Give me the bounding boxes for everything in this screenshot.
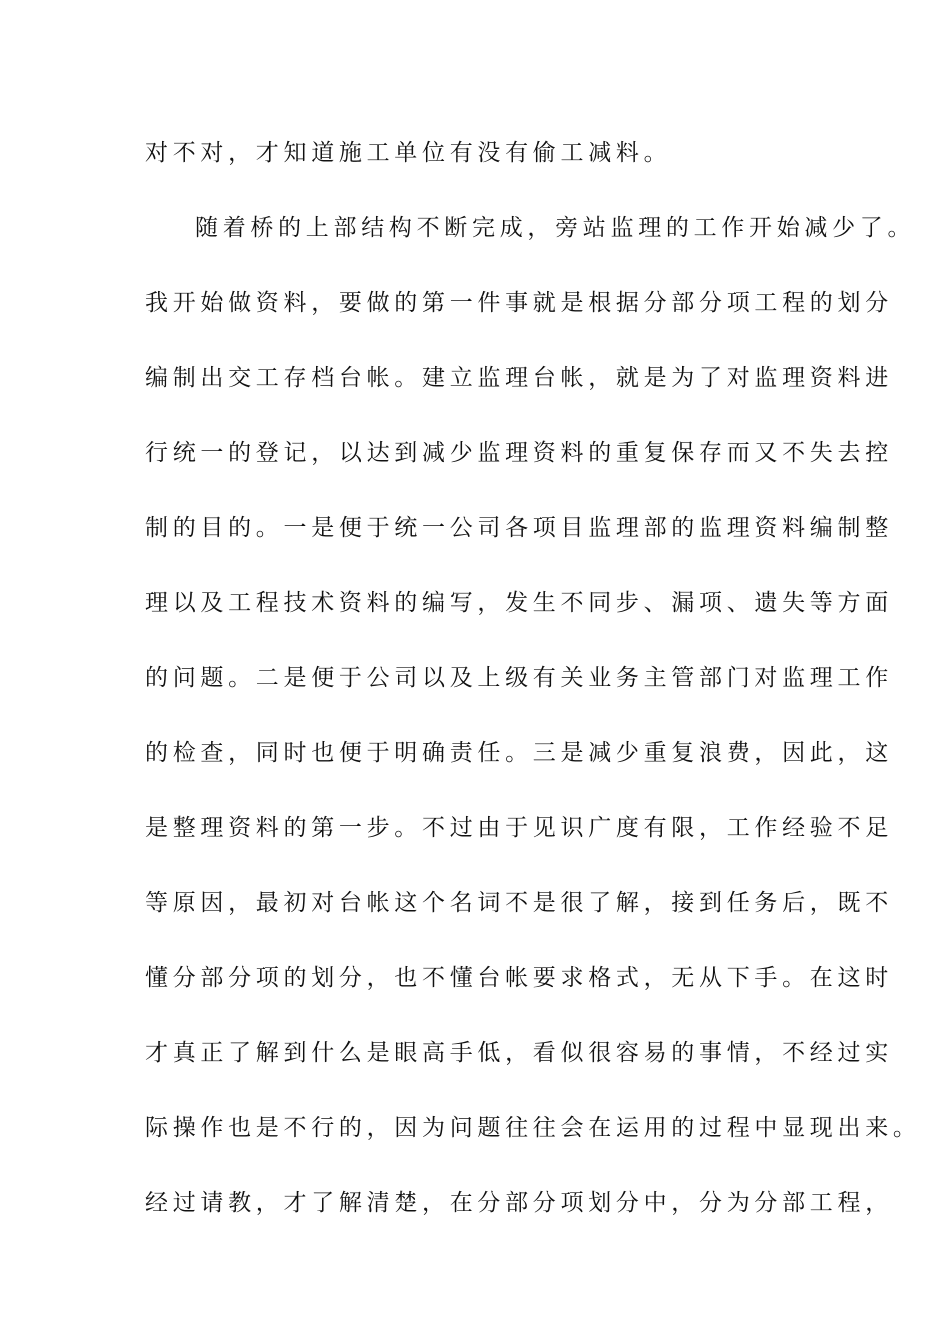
text-line: 懂分部分项的划分，也不懂台帐要求格式，无从下手。在这时 xyxy=(145,965,893,991)
paragraph-start-line: 随着桥的上部结构不断完成，旁站监理的工作开始减少了。 xyxy=(195,215,916,241)
text-line: 制的目的。一是便于统一公司各项目监理部的监理资料编制整 xyxy=(145,515,893,541)
text-line: 才真正了解到什么是眼高手低，看似很容易的事情，不经过实 xyxy=(145,1040,893,1066)
text-line: 行统一的登记，以达到减少监理资料的重复保存而又不失去控 xyxy=(145,440,893,466)
body-text xyxy=(145,131,921,1256)
text-line: 是整理资料的第一步。不过由于见识广度有限，工作经验不足 xyxy=(145,815,893,841)
text-line: 理以及工程技术资料的编写，发生不同步、漏项、遗失等方面 xyxy=(145,590,893,616)
text-line: 经过请教，才了解清楚，在分部分项划分中，分为分部工程， xyxy=(145,1190,893,1216)
text-line: 的问题。二是便于公司以及上级有关业务主管部门对监理工作 xyxy=(145,665,893,691)
text-line: 我开始做资料，要做的第一件事就是根据分部分项工程的划分 xyxy=(145,290,893,316)
text-line: 际操作也是不行的，因为问题往往会在运用的过程中显现出来。 xyxy=(145,1115,921,1141)
text-line: 等原因，最初对台帐这个名词不是很了解，接到任务后，既不 xyxy=(145,890,893,916)
text-line: 对不对，才知道施工单位有没有偷工减料。 xyxy=(145,140,672,166)
text-line: 编制出交工存档台帐。建立监理台帐，就是为了对监理资料进 xyxy=(145,365,893,391)
text-line: 的检查，同时也便于明确责任。三是减少重复浪费，因此，这 xyxy=(145,740,893,766)
